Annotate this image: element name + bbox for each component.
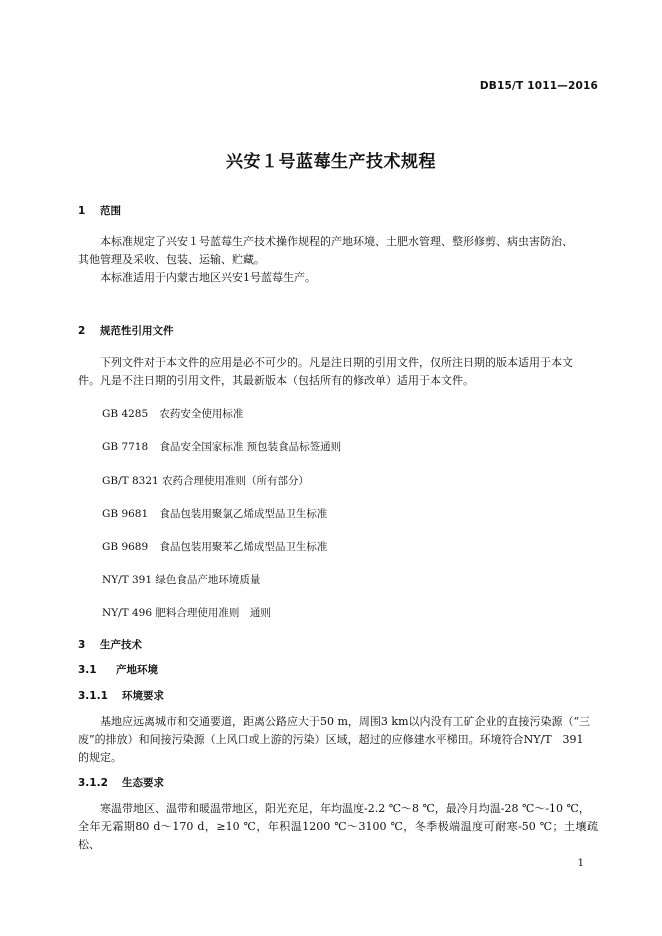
ecology-paragraph <box>78 800 598 818</box>
text-line: 废”的排放）和间接污染源（上风口或上游的污染）区域，超过的应修建水平梯田。环境符合NY/T 391 <box>78 733 584 746</box>
reference-title: 食品包装用聚苯乙烯成型品卫生标准 <box>159 541 328 553</box>
reference-item <box>102 506 327 521</box>
section-title: 生产技术 <box>100 639 142 651</box>
section-heading-scope <box>78 203 121 218</box>
text-line: 的规定。 <box>78 751 122 764</box>
reference-code: GB 9681 <box>102 508 149 520</box>
section-heading-production-technology <box>78 637 142 652</box>
reference-item <box>102 473 309 488</box>
environment-paragraph <box>78 713 598 731</box>
text-line: 本标准规定了兴安１号蓝莓生产技术操作规程的产地环境、土肥水管理、整形修剪、病虫害防治、 <box>100 235 573 248</box>
subsection-heading-ecological-requirements <box>78 775 164 790</box>
reference-code: GB 4285 <box>102 408 149 420</box>
reference-title: 食品包装用聚氯乙烯成型品卫生标准 <box>159 508 328 520</box>
section-title: 规范性引用文件 <box>100 325 174 337</box>
environment-paragraph-continued <box>78 731 598 749</box>
subsection-number: 3.1.1 <box>78 690 108 702</box>
section-number: 1 <box>78 205 86 217</box>
subsection-heading-site-environment <box>78 662 158 677</box>
references-intro <box>78 354 598 372</box>
reference-title: 农药安全使用标准 <box>159 408 244 420</box>
reference-item <box>102 572 260 587</box>
text-line: 本标准适用于内蒙古地区兴安1号蓝莓生产。 <box>100 271 316 284</box>
subsection-title: 生态要求 <box>122 777 164 789</box>
text-line: 寒温带地区、温带和暖温带地区，阳光充足，年均温度-2.2 ℃～8 ℃，最冷月均温-28 ℃～-10 ℃， <box>100 802 590 815</box>
subsection-heading-environment-requirements <box>78 688 164 703</box>
reference-code: NY/T 391 <box>102 574 153 586</box>
text-line: 全年无霜期80 d～170 d，≥10 ℃，年积温1200 ℃～3100 ℃，冬季极端温度可耐寒-50 ℃；土壤疏松、 <box>78 820 598 851</box>
subsection-title: 环境要求 <box>122 690 164 702</box>
text-line: 下列文件对于本文件的应用是必不可少的。凡是注日期的引用文件，仅所注日期的版本适用于本文 <box>100 356 573 369</box>
reference-title: 绿色食品产地环境质量 <box>155 574 261 586</box>
reference-item <box>102 439 341 454</box>
reference-code: NY/T 496 <box>102 607 153 619</box>
subsection-number: 3.1 <box>78 664 97 676</box>
reference-item <box>102 539 327 554</box>
environment-paragraph-end <box>78 749 598 767</box>
document-title: 兴安１号蓝莓生产技术规程 <box>226 152 436 172</box>
reference-title: 农药合理使用准则（所有部分） <box>162 475 310 487</box>
references-intro-continued <box>78 372 598 390</box>
subsection-number: 3.1.2 <box>78 777 108 789</box>
section-number: 2 <box>78 325 86 337</box>
scope-paragraph-continued <box>78 251 598 269</box>
section-number: 3 <box>78 639 86 651</box>
reference-title: 肥料合理使用准则 通则 <box>155 607 271 619</box>
text-line: 其他管理及采收、包装、运输、贮藏。 <box>78 253 265 266</box>
page-number: 1 <box>577 858 584 869</box>
scope-applicability <box>78 269 598 287</box>
text-line: 件。凡是不注日期的引用文件，其最新版本（包括所有的修改单）适用于本文件。 <box>78 374 474 387</box>
standard-code: DB15/T 1011—2016 <box>479 80 598 92</box>
reference-title: 食品安全国家标准 预包装食品标签通则 <box>159 441 342 453</box>
reference-item <box>102 406 243 421</box>
reference-code: GB 7718 <box>102 441 149 453</box>
reference-code: GB 9689 <box>102 541 149 553</box>
subsection-title: 产地环境 <box>116 664 158 676</box>
section-heading-normative-references <box>78 323 174 338</box>
text-line: 基地应远离城市和交通要道，距离公路应大于50 m，周围3 km以内没有工矿企业的直接污染源（“三 <box>100 715 591 728</box>
reference-item <box>102 605 271 620</box>
ecology-paragraph-continued <box>78 818 598 854</box>
section-title: 范围 <box>100 205 121 217</box>
reference-code: GB/T 8321 <box>102 475 159 487</box>
scope-paragraph <box>78 233 598 251</box>
